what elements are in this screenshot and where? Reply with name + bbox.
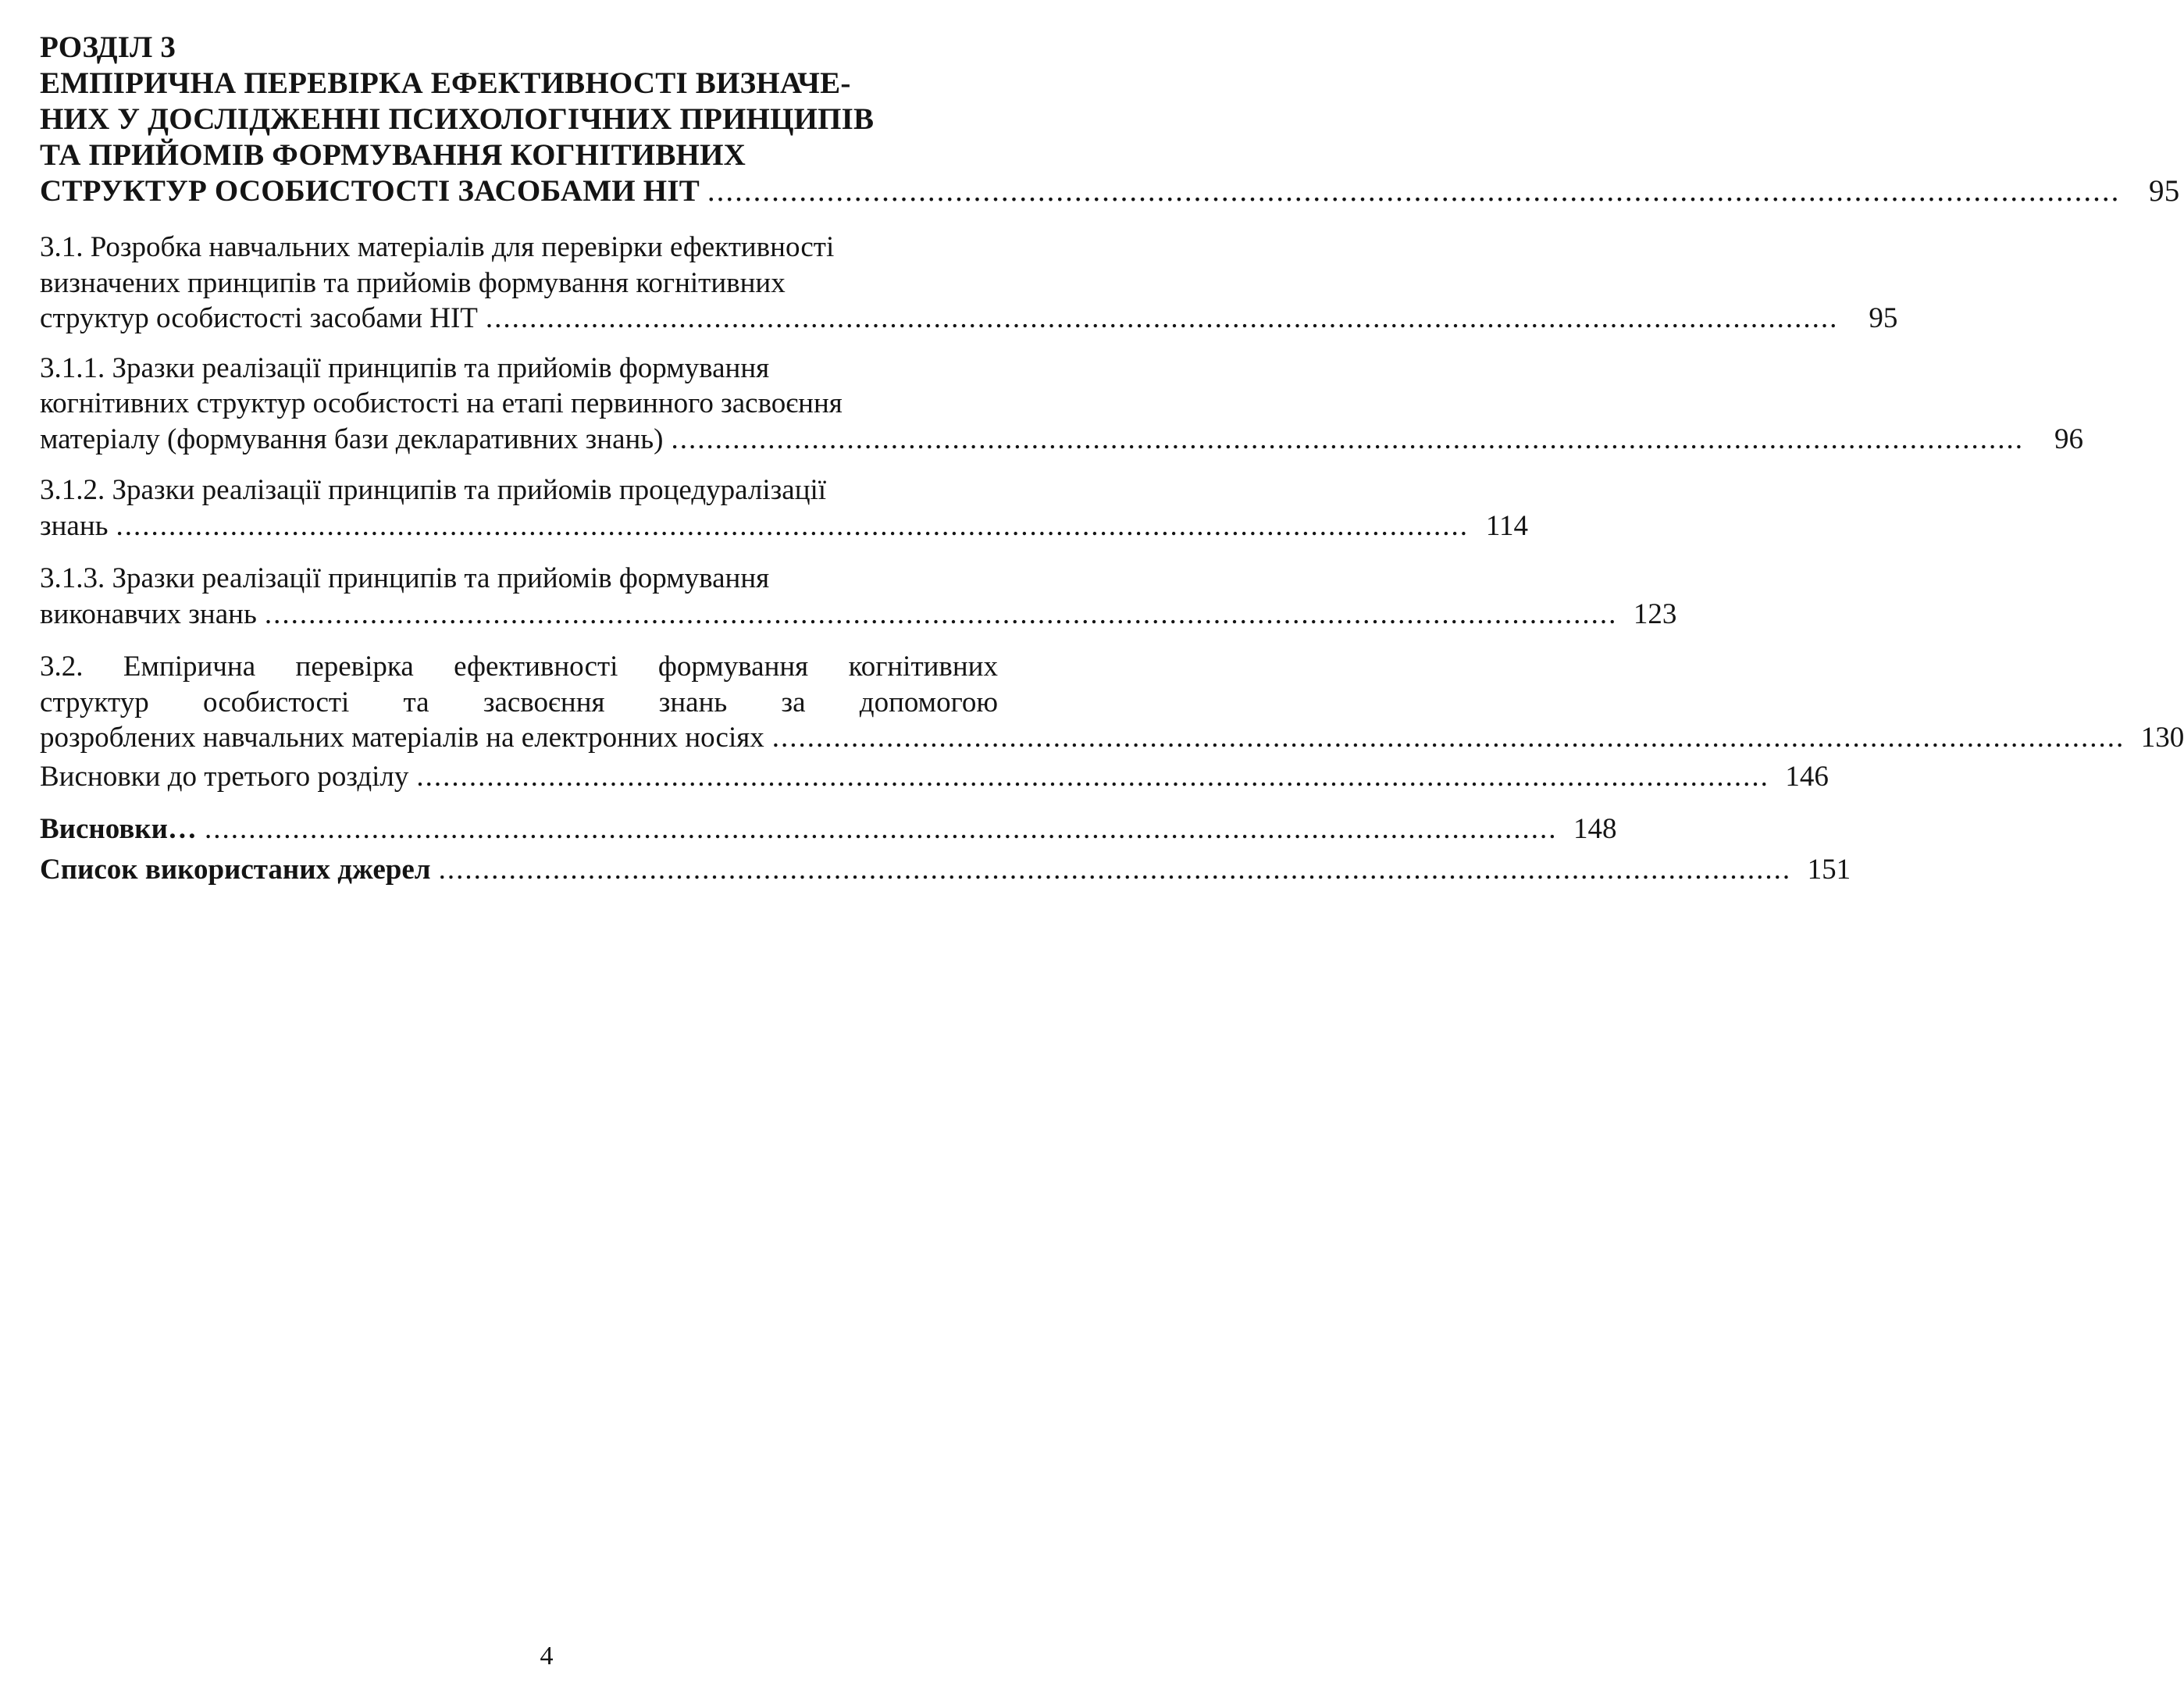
toc-entry-conclusions[interactable] xyxy=(40,811,1617,847)
entry-last-line xyxy=(40,811,1617,847)
toc-entry-3-1-3[interactable] xyxy=(40,561,1677,632)
page-number: 148 xyxy=(1573,813,1617,845)
entry-text-line: знань xyxy=(40,509,109,542)
entry-text-line: виконавчих знань xyxy=(40,597,257,630)
entry-last-line xyxy=(40,759,1829,795)
toc-entry-chapter-conclusions[interactable] xyxy=(40,759,1829,795)
page-number: 96 xyxy=(2054,423,2083,455)
chapter-title-last-line xyxy=(40,173,2180,209)
entry-text-line: структур особистості засобами НІТ xyxy=(40,302,478,334)
entry-text-line: матеріалу (формування бази декларативних знань) xyxy=(40,423,664,455)
toc-entry-3-2[interactable] xyxy=(40,649,2184,756)
page-number: 123 xyxy=(1633,597,1677,630)
chapter-heading xyxy=(40,30,2180,209)
chapter-title-line: СТРУКТУР ОСОБИСТОСТІ ЗАСОБАМИ НІТ xyxy=(40,174,700,208)
table-of-contents xyxy=(40,30,2184,887)
entry-text-line: визначених принципів та прийомів формування когнітивних xyxy=(40,266,786,299)
chapter-title-line: ЕМПІРИЧНА ПЕРЕВІРКА ЕФЕКТИВНОСТІ ВИЗНАЧЕ- xyxy=(40,66,851,100)
entry-text-line: 3.1. Розробка навчальних матеріалів для перевірки ефективності xyxy=(40,231,835,263)
entry-text-line: розроблених навчальних матеріалів на електронних носіях xyxy=(40,722,764,754)
dot-leader: .......................................................................................................................................................... xyxy=(264,597,1618,630)
entry-text-line: 3.2. Емпірична перевірка ефективності формування когнітивних xyxy=(40,651,998,683)
toc-entry-3-1-2[interactable] xyxy=(40,472,1529,544)
chapter-title-line: НИХ У ДОСЛІДЖЕННІ ПСИХОЛОГІЧНИХ ПРИНЦИПІВ xyxy=(40,102,875,136)
dot-leader: .......................................................................................................................................................... xyxy=(204,813,1558,845)
toc-entry-references[interactable] xyxy=(40,852,1851,888)
toc-entry-3-1[interactable] xyxy=(40,230,1898,337)
entry-last-line xyxy=(40,301,1898,337)
entry-last-line xyxy=(40,852,1851,888)
page-number: 151 xyxy=(1807,853,1851,886)
page-number: 146 xyxy=(1785,760,1829,793)
footer-page-number: 4 xyxy=(540,1642,554,1671)
dot-leader: .......................................................................................................................................................... xyxy=(438,853,1792,886)
entry-text-line: структур особистості та засвоєння знань за допомогою xyxy=(40,686,998,719)
toc-entry-3-1-1[interactable] xyxy=(40,351,2083,458)
entry-text-line: когнітивних структур особистості на етапі первинного засвоєння xyxy=(40,387,843,419)
page-number: 114 xyxy=(1485,509,1529,542)
dot-leader: .......................................................................................................................................................... xyxy=(771,722,2125,754)
entry-text-line: Список використаних джерел xyxy=(40,853,431,886)
entry-last-line xyxy=(40,720,2184,756)
dot-leader: .......................................................................................................................................................... xyxy=(116,509,1470,542)
dot-leader: .......................................................................................................................................................... xyxy=(707,174,2121,208)
entry-last-line xyxy=(40,508,1529,544)
entry-text-line: 3.1.1. Зразки реалізації принципів та прийомів формування xyxy=(40,351,770,384)
entry-last-line xyxy=(40,597,1677,633)
entry-text-line: 3.1.3. Зразки реалізації принципів та прийомів формування xyxy=(40,562,770,594)
dot-leader: .......................................................................................................................................................... xyxy=(671,423,2024,455)
page-number: 95 xyxy=(1869,302,1898,334)
entry-text-line: 3.1.2. Зразки реалізації принципів та прийомів процедуралізації xyxy=(40,474,827,506)
chapter-3-block[interactable] xyxy=(40,30,2180,209)
entry-text-line: Висновки до третього розділу xyxy=(40,760,409,793)
entry-last-line xyxy=(40,422,2083,458)
chapter-label: РОЗДІЛ 3 xyxy=(40,30,176,64)
dot-leader: .......................................................................................................................................................... xyxy=(485,302,1839,334)
page-number: 95 xyxy=(2149,174,2180,208)
page-number: 130 xyxy=(2140,722,2184,754)
chapter-title-line: ТА ПРИЙОМІВ ФОРМУВАННЯ КОГНІТИВНИХ xyxy=(40,138,746,172)
dot-leader: .......................................................................................................................................................... xyxy=(416,760,1769,793)
entry-text-line: Висновки… xyxy=(40,813,197,845)
